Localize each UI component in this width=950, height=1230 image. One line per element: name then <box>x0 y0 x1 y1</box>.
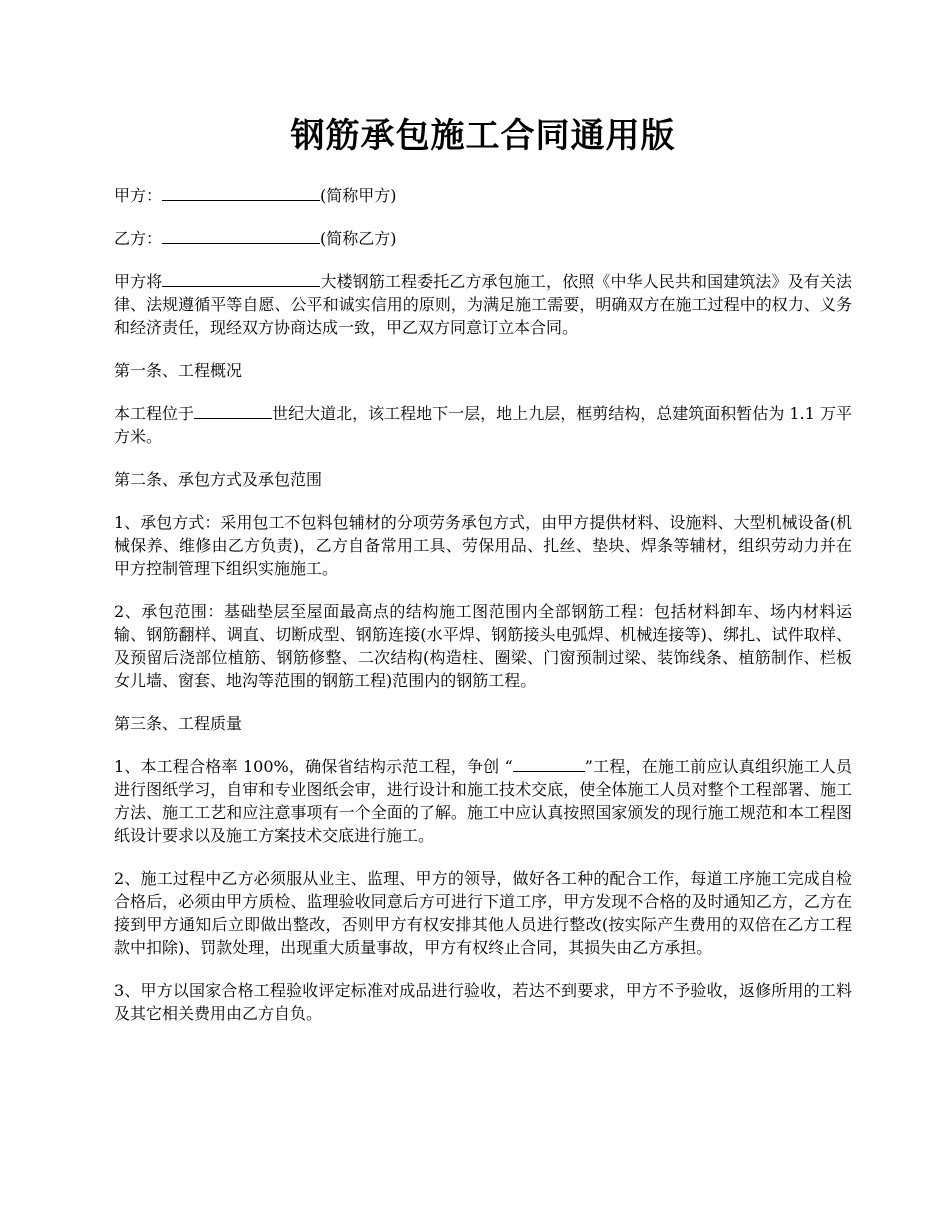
article3-p1-rest: ”工程，在施工前应认真组织施工人员进行图纸学习，自审和专业图纸会审，进行设计和施工技术交底，使全体施工人员对整个工程部署、施工方法、施工工艺和应注意事项有一个全面的了解。施工中应认真按照国家颁发的现行施工规范和本工程图纸设计要求以及施工方案技术交底进行施工。 <box>114 757 852 845</box>
article3-acceptance: 3、甲方以国家合格工程验收评定标准对成品进行验收，若达不到要求，甲方不予验收，返修所用的工料及其它相关费用由乙方自负。 <box>114 981 852 1023</box>
article2-heading: 第二条、承包方式及承包范围 <box>114 470 323 489</box>
party-a-blank <box>162 185 320 201</box>
document-title: 钢筋承包施工合同通用版 <box>290 116 676 156</box>
article2-contract-method: 1、承包方式：采用包工不包料包辅材的分项劳务承包方式，由甲方提供材料、设施料、大型机械设备(机械保养、维修由乙方负责)，乙方自备常用工具、劳保用品、扎丝、垫块、焊条等辅材，组织劳动力并在甲方控制管理下组织实施施工。 <box>114 513 852 578</box>
party-a-line <box>114 184 852 207</box>
article2-contract-scope: 2、承包范围：基础垫层至屋面最高点的结构施工图范围内全部钢筋工程：包括材料卸车、场内材料运输、钢筋翻样、调直、切断成型、钢筋连接(水平焊、钢筋接头电弧焊、机械连接等)、绑扎、试件取样、及预留后浇部位植筋、钢筋修整、二次结构(构造柱、圈梁、门窗预制过梁、装饰线条、植筋制作、栏板女儿墙、窗套、地沟等范围的钢筋工程)范围内的钢筋工程。 <box>114 602 852 690</box>
article3-p1-start: 1、本工程合格率 100%，确保省结构示范工程，争创 “ <box>114 757 513 776</box>
party-b-label: 乙方： <box>114 229 163 248</box>
award-name-blank <box>513 756 585 772</box>
article3-quality-goal <box>114 755 852 847</box>
article3-supervision: 2、施工过程中乙方必须服从业主、监理、甲方的领导，做好各工种的配合工作，每道工序施工完成自检合格后，必须由甲方质检、监理验收同意后方可进行下道工序，甲方发现不合格的及时通知乙方，乙方在接到甲方通知后立即做出整改，否则甲方有权安排其他人员进行整改(按实际产生费用的双倍在乙方工程款中扣除)、罚款处理，出现重大质量事故，甲方有权终止合同，其损失由乙方承担。 <box>114 869 852 957</box>
location-blank <box>194 403 272 419</box>
building-name-blank <box>162 271 320 287</box>
preamble-paragraph <box>114 270 852 339</box>
party-a-suffix: (简称甲方) <box>320 186 397 205</box>
document-page <box>114 0 852 1025</box>
article1-rest: 世纪大道北，该工程地下一层，地上九层，框剪结构，总建筑面积暂估为 1.1 万平方米。 <box>114 404 852 446</box>
article1-start: 本工程位于 <box>114 404 195 423</box>
party-b-suffix: (简称乙方) <box>320 229 397 248</box>
party-b-line <box>114 227 852 250</box>
party-b-blank <box>162 228 320 244</box>
article1-heading: 第一条、工程概况 <box>114 361 243 380</box>
article3-heading: 第三条、工程质量 <box>114 714 243 733</box>
party-a-label: 甲方： <box>114 186 163 205</box>
preamble-start: 甲方将 <box>114 272 163 291</box>
preamble-rest: 大楼钢筋工程委托乙方承包施工，依照《中华人民共和国建筑法》及有关法律、法规遵循平等自愿、公平和诚实信用的原则，为满足施工需要，明确双方在施工过程中的权力、义务和经济责任，现经双方协商达成一致，甲乙双方同意订立本合同。 <box>114 272 852 337</box>
article1-paragraph <box>114 402 852 448</box>
